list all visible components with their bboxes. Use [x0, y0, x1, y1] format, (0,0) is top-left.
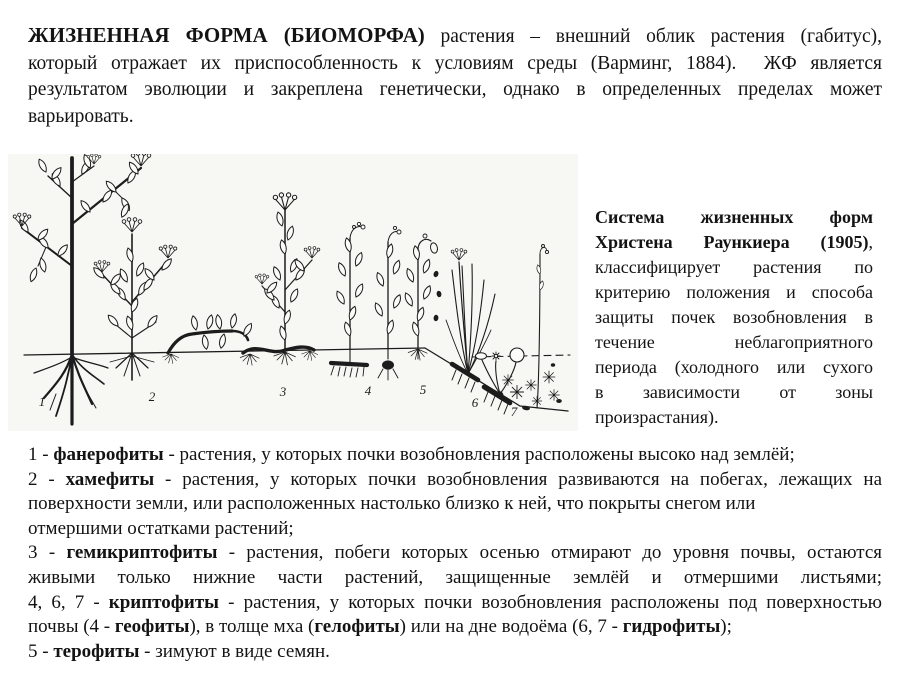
figure-label-5: 5 [419, 382, 427, 397]
seed-dot [436, 290, 442, 297]
legend [28, 443, 882, 664]
legend-item-therophytes [28, 640, 882, 665]
helophyte-tuft [446, 249, 510, 414]
life-forms-illustration [8, 154, 578, 431]
title-paragraph [28, 22, 882, 130]
figure-label-2: 2 [148, 389, 156, 404]
note-line: защиты почек возобновления в [595, 307, 873, 327]
shrub-chamaephyte [92, 218, 177, 380]
legend-line: 3 - гемикриптофиты - растения, побеги которых осенью отмирают до уровня почвы, остаются [28, 542, 882, 564]
seed-dot [433, 270, 440, 278]
figure-label-7: 7 [510, 404, 518, 419]
legend-item-hemicryptophytes [28, 541, 882, 590]
floating-leaf [510, 348, 524, 362]
seed-dot [433, 314, 439, 321]
raunkiaer-note [595, 205, 873, 430]
legend-line: 5 - терофиты - зимуют в виде семян. [28, 640, 330, 662]
legend-line: живыми только нижние части растений, защищенные землёй и отмершими листьями; [28, 566, 882, 588]
legend-line: почвы (4 - геофиты), в толще мха (гелофиты) или на дне водоёма (6, 7 - гидрофиты); [28, 616, 732, 638]
hemicryptophyte-plant [240, 193, 320, 365]
note-line: Христена Раункиера (1905), [595, 232, 873, 252]
figure-label-1: 1 [38, 394, 46, 409]
floating-leaf [476, 353, 487, 359]
title-line: результатом эволюции и закреплена генетически, однако в определенных пределах может [28, 79, 882, 100]
therophyte-plant [403, 234, 442, 360]
tree-phanerophyte [13, 154, 151, 424]
hydrophyte-plant [476, 245, 562, 411]
legend-line: поверхности земли, или расположенных настолько близко к ней, что покрыты снегом или [28, 493, 756, 515]
figure-label-4: 4 [364, 383, 372, 398]
legend-item-phanerophytes [28, 443, 882, 468]
ground-line [24, 348, 570, 411]
figure-label-6: 6 [471, 395, 479, 410]
figure-labels [39, 382, 518, 419]
note-line: течение неблагоприятного [595, 332, 873, 352]
legend-line: 2 - хамефиты - растения, у которых почки возобновления развиваются на побегах, лежащих на [28, 468, 883, 490]
life-forms-figure [8, 154, 578, 431]
legend-line: 1 - фанерофиты - растения, у которых почки возобновления расположены высоко над землёй; [28, 444, 795, 465]
note-line: в зависимости от зоны [595, 382, 873, 402]
geophyte-plants [331, 222, 402, 380]
legend-line: 4, 6, 7 - криптофиты - растения, у которых почки возобновления расположены под поверхностью [28, 591, 883, 613]
note-line: периода (холодного или сухого [595, 357, 873, 377]
note-line: произрастания). [595, 407, 719, 427]
creeping-shoot [163, 313, 254, 363]
floating-flower [492, 352, 500, 360]
legend-item-cryptophytes [28, 591, 882, 640]
title-line: ЖИЗНЕННАЯ ФОРМА (БИОМОРФА) растения – внешний облик растения (габитус), [28, 23, 882, 47]
title-line: варьировать. [28, 105, 134, 127]
figure-label-3: 3 [279, 384, 287, 399]
legend-item-chamaephytes [28, 468, 882, 542]
note-line: классифицирует растения по [595, 257, 873, 277]
note-line: критерию положения и способа [595, 282, 873, 302]
legend-line: отмершими остатками растений; [28, 517, 294, 539]
title-line: который отражает их приспособленность к условиям среды (Варминг, 1884). ЖФ является [28, 52, 882, 74]
note-line: Система жизненных форм [595, 207, 873, 227]
